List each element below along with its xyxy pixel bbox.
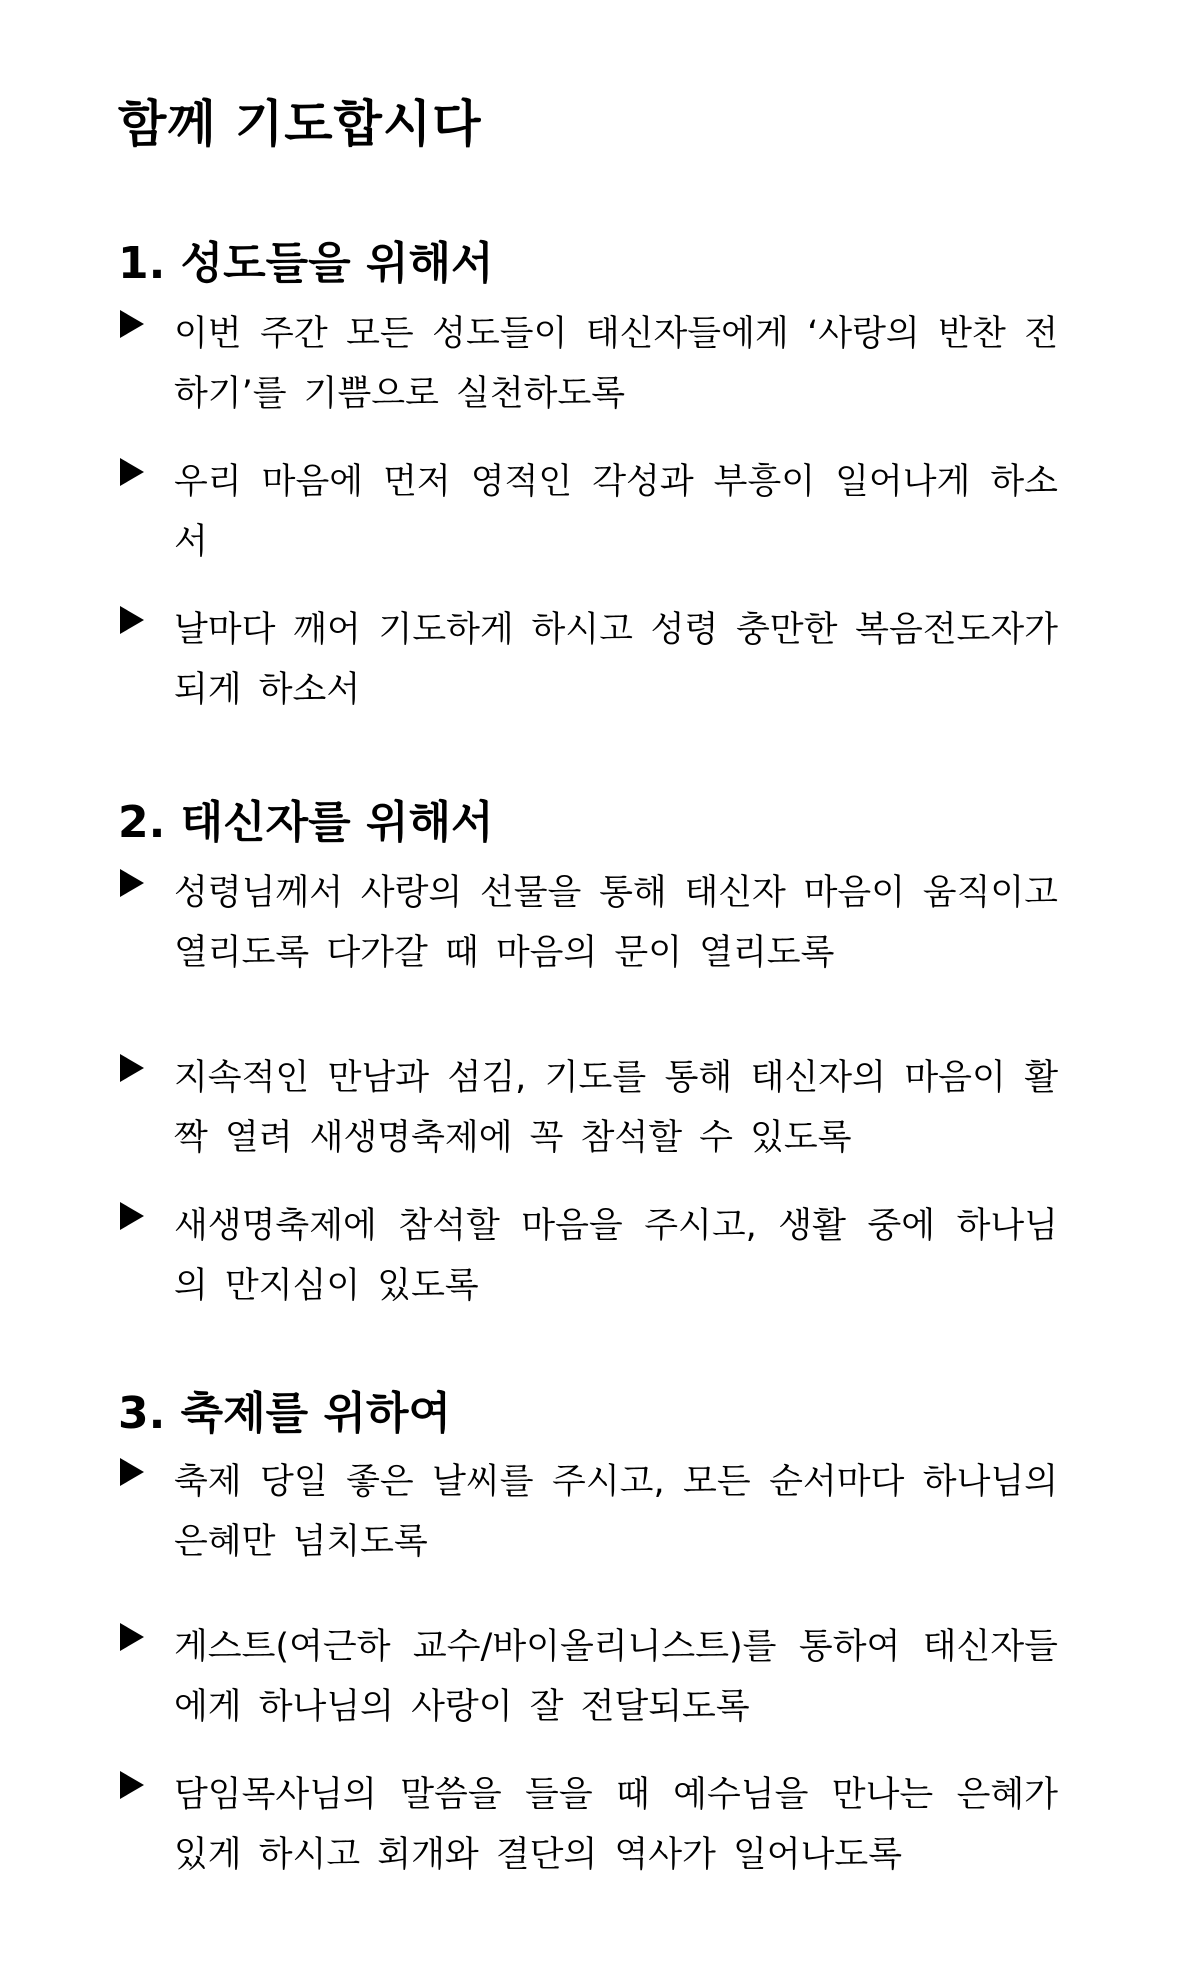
prayer-item-text: 우리 마음에 먼저 영적인 각성과 부흥이 일어나게 하소서 — [174, 462, 1058, 562]
prayer-item-text: 이번 주간 모든 성도들이 태신자들에게 ‘사랑의 반찬 전하기’를 기쁨으로 실천하도록 — [174, 314, 1058, 414]
prayer-item — [118, 1048, 1058, 1168]
triangle-bullet-icon — [120, 1202, 144, 1230]
triangle-bullet-icon — [120, 1771, 144, 1799]
triangle-bullet-icon — [120, 606, 144, 634]
section-heading-saints: 1. 성도들을 위해서 — [118, 238, 494, 289]
prayer-item-text: 게스트(여근하 교수/바이올리니스트)를 통하여 태신자들에게 하나님의 사랑이 잘 전달되도록 — [174, 1627, 1058, 1727]
page-title: 함께 기도합시다 — [118, 95, 482, 153]
triangle-bullet-icon — [120, 458, 144, 486]
triangle-bullet-icon — [120, 869, 144, 897]
prayer-item-text: 축제 당일 좋은 날씨를 주시고, 모든 순서마다 하나님의 은혜만 넘치도록 — [174, 1462, 1058, 1562]
prayer-item — [118, 1452, 1058, 1572]
section-heading-prospects: 2. 태신자를 위해서 — [118, 797, 494, 848]
prayer-item — [118, 1196, 1058, 1316]
prayer-item — [118, 304, 1058, 424]
prayer-item-text: 날마다 깨어 기도하게 하시고 성령 충만한 복음전도자가 되게 하소서 — [174, 610, 1058, 710]
triangle-bullet-icon — [120, 1623, 144, 1651]
prayer-item — [118, 863, 1058, 983]
prayer-item — [118, 1617, 1058, 1737]
triangle-bullet-icon — [120, 1054, 144, 1082]
prayer-item — [118, 452, 1058, 572]
prayer-item — [118, 600, 1058, 720]
prayer-item-text: 지속적인 만남과 섬김, 기도를 통해 태신자의 마음이 활짝 열려 새생명축제에 꼭 참석할 수 있도록 — [174, 1058, 1058, 1158]
triangle-bullet-icon — [120, 1458, 144, 1486]
section-heading-festival: 3. 축제를 위하여 — [118, 1388, 451, 1439]
prayer-item — [118, 1765, 1058, 1885]
prayer-item-text: 새생명축제에 참석할 마음을 주시고, 생활 중에 하나님의 만지심이 있도록 — [174, 1206, 1058, 1306]
prayer-item-text: 담임목사님의 말씀을 들을 때 예수님을 만나는 은혜가 있게 하시고 회개와 결단의 역사가 일어나도록 — [174, 1775, 1058, 1875]
triangle-bullet-icon — [120, 310, 144, 338]
prayer-item-text: 성령님께서 사랑의 선물을 통해 태신자 마음이 움직이고 열리도록 다가갈 때 마음의 문이 열리도록 — [174, 873, 1058, 973]
